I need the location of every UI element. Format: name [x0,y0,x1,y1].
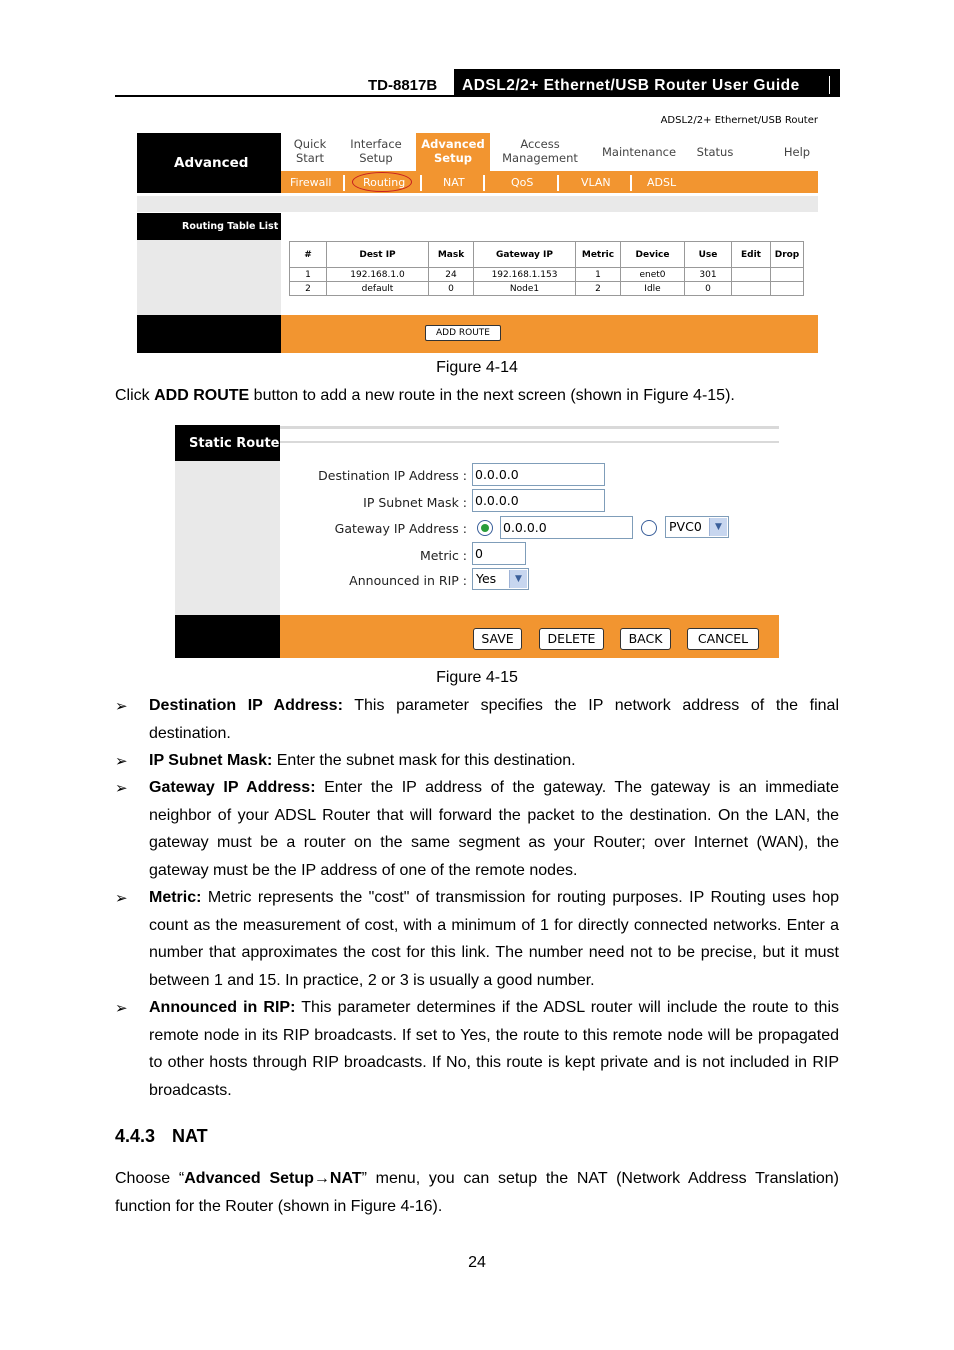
nav-title: Advanced [174,155,249,171]
col-header: Device [621,242,685,268]
table-cell: 2 [576,282,621,296]
table-header-row [290,242,804,268]
left-gray-panel [175,461,280,615]
table-cell: 192.168.1.153 [474,268,576,282]
col-header: Dest IP [327,242,429,268]
table-cell: 1 [576,268,621,282]
routing-table-title-block [137,213,281,240]
section-text: ” menu, you can setup the NAT (Network Address Translation) function for the Router (shown in Figure 4-16). [115,1170,840,1215]
bullet-arrow-icon: ➢ [115,753,128,770]
bullet-dest-ip [149,692,839,747]
gateway-ip-input[interactable]: 0.0.0.0 [500,516,633,539]
static-route-title-block [175,425,280,461]
submenu-separator [557,175,559,191]
static-route-title: Static Route [189,436,280,451]
submenu-adsl[interactable]: ADSL [647,176,677,189]
section-number: 4.4.3 [115,1126,156,1146]
table-cell: 24 [429,268,474,282]
table-cell: 192.168.1.0 [327,268,429,282]
cancel-button[interactable]: CANCEL [687,628,759,650]
add-route-button[interactable]: ADD ROUTE [425,325,501,341]
menu-access-management[interactable] [499,137,581,165]
table-row [290,282,804,296]
metric-label: Metric : [419,548,467,563]
edit-cell[interactable] [732,282,771,296]
table-cell: 301 [685,268,732,282]
nav-title-underline [137,191,281,193]
menu-line: Quick [293,137,327,151]
submenu-firewall[interactable]: Firewall [290,176,332,189]
footer-orange-bar [281,315,818,353]
nav-title-block [137,133,281,193]
menu-line: Interface [350,137,402,151]
routing-highlight-circle [352,172,412,192]
dest-ip-input[interactable]: 0.0.0.0 [472,463,605,486]
section-text: Choose “ [115,1170,185,1187]
spacer-band [137,196,818,212]
pvc-select[interactable] [665,516,729,538]
product-name: ADSL2/2+ Ethernet/USB Router [660,115,818,126]
col-header: Gateway IP [474,242,576,268]
col-header: Metric [576,242,621,268]
col-header: Edit [732,242,771,268]
col-header: Mask [429,242,474,268]
bullet-text: Enter the subnet mask for this destination. [272,752,576,769]
menu-quick-start[interactable] [283,137,337,165]
header-guide-title-text: ADSL2/2+ Ethernet/USB Router User Guide [462,77,800,94]
footer-black-block [137,315,281,353]
rip-label: Announced in RIP : [349,573,467,588]
page-number: 24 [468,1254,486,1271]
bullet-arrow-icon: ➢ [115,1000,128,1017]
chevron-down-icon[interactable]: ▼ [709,518,727,536]
section-title: NAT [172,1126,208,1146]
header-divider [829,76,830,94]
table-cell: 0 [429,282,474,296]
back-button[interactable]: BACK [620,628,671,650]
submenu-separator [630,175,632,191]
delete-button[interactable]: DELETE [539,628,604,650]
col-header: # [290,242,327,268]
bullet-term: IP Subnet Mask: [149,752,273,769]
figure-caption: Figure 4-15 [436,669,518,686]
submenu-nat[interactable]: NAT [443,176,465,189]
intro-paragraph [115,382,735,410]
submenu-qos[interactable]: QoS [511,176,534,189]
table-cell: 2 [290,282,327,296]
menu-line: Management [502,151,578,165]
bullet-text: Metric represents the "cost" of transmission for routing purposes. IP Routing uses hop count as the measurement of cost, with a minimum of 1 for directly connected networks. Enter a number that approximates the cost for this link. The number need not to be precise, but it must between 1 and 15. In practice, 2 or 3 is usually a good number. [149,889,839,989]
bullet-announced-rip [149,994,839,1104]
top-rule [280,441,779,443]
bullet-gateway-ip [149,774,839,884]
bullet-subnet-mask [149,747,839,775]
bullet-term: Metric: [149,889,202,906]
metric-input[interactable]: 0 [472,542,526,565]
section-bold: Advanced Setup→NAT [184,1170,362,1187]
table-cell: Idle [621,282,685,296]
gateway-ip-label: Gateway IP Address : [334,521,467,536]
pvc-select-value: PVC0 [669,519,702,534]
bullet-arrow-icon: ➢ [115,698,128,715]
edit-cell[interactable] [732,268,771,282]
section-paragraph [115,1165,839,1220]
header-guide-title [454,69,840,97]
gateway-ip-radio[interactable] [477,520,493,536]
subnet-mask-input[interactable]: 0.0.0.0 [472,489,605,512]
bullet-term: Destination IP Address: [149,697,343,714]
bullet-text: Enter the IP address of the gateway. The gateway is an immediate neighbor of your ADSL Router that will forward the packet to the destination. On the LAN, the gateway must be a router on the same segment as your Router; over Internet (WAN), the gateway must be the IP address of one of the remote nodes. [149,779,839,879]
bullet-arrow-icon: ➢ [115,780,128,797]
bullet-text: This parameter specifies the IP network address of the final destination. [149,697,840,742]
intro-bold: ADD ROUTE [154,387,250,404]
section-heading [115,1126,208,1147]
table-cell: 1 [290,268,327,282]
rip-select-value: Yes [476,571,497,586]
save-button[interactable]: SAVE [473,628,522,650]
static-route-screenshot [175,425,779,658]
submenu-separator [483,175,485,191]
pvc-radio[interactable] [641,520,657,536]
header-model: TD-8817B [368,77,438,94]
menu-line: Advanced [421,137,485,151]
top-rule [280,426,779,429]
table-cell: default [327,282,429,296]
table-row [290,268,804,282]
menu-help[interactable]: Help [783,145,811,159]
submenu-routing[interactable]: Routing [363,176,406,189]
routing-table-title: Routing Table List [182,221,279,232]
submenu-separator [343,175,345,191]
routing-table-screenshot [137,113,818,353]
menu-line: Setup [359,151,393,165]
bullet-text: This parameter determines if the ADSL router will include the route to this remote node in its RIP broadcasts. If set to Yes, the route to this remote node will be propagated to other hosts through RIP broadcasts. If No, this route is kept private and is not included in RIP broadcasts. [149,999,839,1099]
routing-table [289,241,804,296]
header-rule [115,95,840,97]
menu-status[interactable]: Status [696,145,734,159]
bullet-arrow-icon: ➢ [115,890,128,907]
table-cell: 0 [685,282,732,296]
menu-interface-setup[interactable] [343,137,409,165]
left-gray-panel [137,240,281,315]
table-cell: enet0 [621,268,685,282]
subnet-mask-label: IP Subnet Mask : [363,495,467,510]
footer-black-block [175,615,280,658]
submenu-vlan[interactable]: VLAN [581,176,611,189]
col-header: Use [685,242,732,268]
drop-cell[interactable] [771,268,804,282]
intro-text: Click [115,387,155,404]
rip-select[interactable] [472,568,529,590]
menu-maintenance[interactable]: Maintenance [601,145,677,159]
table-cell: Node1 [474,282,576,296]
submenu-separator [420,175,422,191]
menu-line: Access [520,137,560,151]
intro-text: button to add a new route in the next screen (shown in Figure 4-15). [249,387,735,404]
col-header: Drop [771,242,804,268]
menu-line: Setup [434,151,472,165]
chevron-down-icon[interactable]: ▼ [509,570,527,588]
bullet-term: Gateway IP Address: [149,779,316,796]
dest-ip-label: Destination IP Address : [318,468,467,483]
bullet-metric [149,884,839,994]
menu-advanced-setup[interactable] [416,133,490,171]
drop-cell[interactable] [771,282,804,296]
figure-caption: Figure 4-14 [436,359,518,376]
bullet-term: Announced in RIP: [149,999,296,1016]
menu-line: Start [295,151,325,165]
